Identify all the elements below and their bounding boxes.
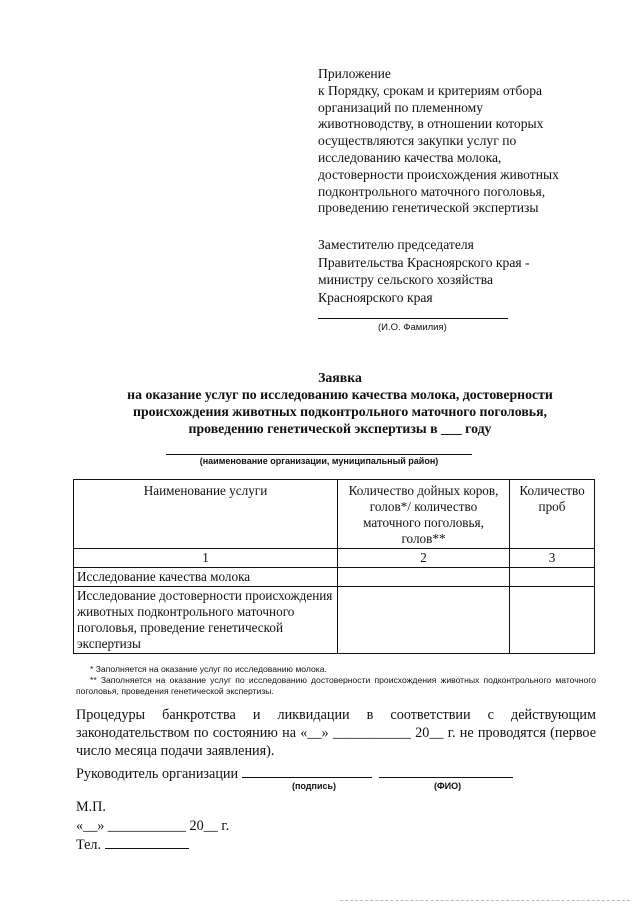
appendix-line: достоверности происхождения животных <box>318 166 559 182</box>
appendix-line: организаций по племенному <box>318 99 484 115</box>
stamp-label: М.П. <box>76 799 106 815</box>
column-number: 1 <box>74 549 338 568</box>
addressee-block <box>318 236 608 306</box>
addressee-line: Красноярского края <box>318 289 433 305</box>
addressee-name-caption: (И.О. Фамилия) <box>378 322 447 333</box>
header-cow-count: Количество дойных коров, голов*/ количество маточного поголовья, голов** <box>338 480 510 549</box>
appendix-line: к Порядку, срокам и критериям отбора <box>318 82 543 98</box>
addressee-line: министру сельского хозяйства <box>318 272 493 287</box>
head-label: Руководитель организации <box>76 766 239 782</box>
appendix-line: исследованию качества молока, <box>318 149 502 165</box>
subtitle-line: на оказание услуг по исследованию качества молока, достоверности <box>127 387 553 402</box>
appendix-line: проведению генетической экспертизы <box>318 200 539 216</box>
cow-count-cell[interactable] <box>338 587 510 654</box>
addressee-line: Заместителю председателя <box>318 237 474 252</box>
appendix-line: осуществляются закупки услуг по <box>318 133 517 149</box>
service-name-cell: Исследование достоверности происхождения животных подконтрольного маточного поголовья, проведение генетической экспертизы <box>74 587 338 654</box>
footer-divider <box>340 900 630 901</box>
footnote-origin: ** Заполняется на оказание услуг по исследованию достоверности происхождения животных подконтрольного маточного поголовья, проведения генетической экспертизы. <box>76 675 596 696</box>
fio-caption: (ФИО) <box>434 781 462 791</box>
phone-label: Тел. <box>76 837 102 853</box>
phone-field[interactable] <box>105 848 189 849</box>
procedures-statement: Процедуры банкротства и ликвидации в соответствии с действующим законодательством по состоянию на «__» ___________ 20__ г. не проводятся (первое число месяца подачи заявления). <box>76 707 596 759</box>
document-title: Заявка <box>318 370 362 385</box>
appendix-block <box>318 66 608 217</box>
table-header-row <box>74 480 595 549</box>
subtitle-line: происхождения животных подконтрольного маточного поголовья, <box>133 404 547 419</box>
addressee-name-line <box>318 318 508 319</box>
signature-caption: (подпись) <box>292 781 337 791</box>
footnote-milk: * Заполняется на оказание услуг по исследованию молока. <box>90 664 327 674</box>
table-row <box>74 568 595 587</box>
sample-count-cell[interactable] <box>510 568 595 587</box>
subtitle-line: проведению генетической экспертизы в ___ году <box>188 421 492 436</box>
addressee-line: Правительства Красноярского края - <box>318 254 530 270</box>
appendix-line: Приложение <box>318 66 391 81</box>
header-sample-count: Количество проб <box>510 480 595 549</box>
stamp-block <box>76 798 229 855</box>
service-name-cell: Исследование качества молока <box>74 568 338 587</box>
table-number-row <box>74 549 595 568</box>
fio-field[interactable] <box>379 777 513 778</box>
date-field[interactable]: «__» ___________ 20__ г. <box>76 818 230 834</box>
cow-count-cell[interactable] <box>338 568 510 587</box>
header-service: Наименование услуги <box>74 480 338 549</box>
appendix-line: животноводству, в отношении которых <box>318 116 544 132</box>
organization-caption: (наименование организации, муниципальный район) <box>199 456 439 466</box>
phone-row <box>76 836 229 855</box>
appendix-line: подконтрольного маточного поголовья, <box>318 183 546 199</box>
column-number: 3 <box>510 549 595 568</box>
signature-field[interactable] <box>242 777 372 778</box>
organization-line <box>166 454 472 455</box>
table-row <box>74 587 595 654</box>
column-number: 2 <box>338 549 510 568</box>
sample-count-cell[interactable] <box>510 587 595 654</box>
services-table <box>73 479 595 654</box>
document-subtitle <box>60 386 620 437</box>
